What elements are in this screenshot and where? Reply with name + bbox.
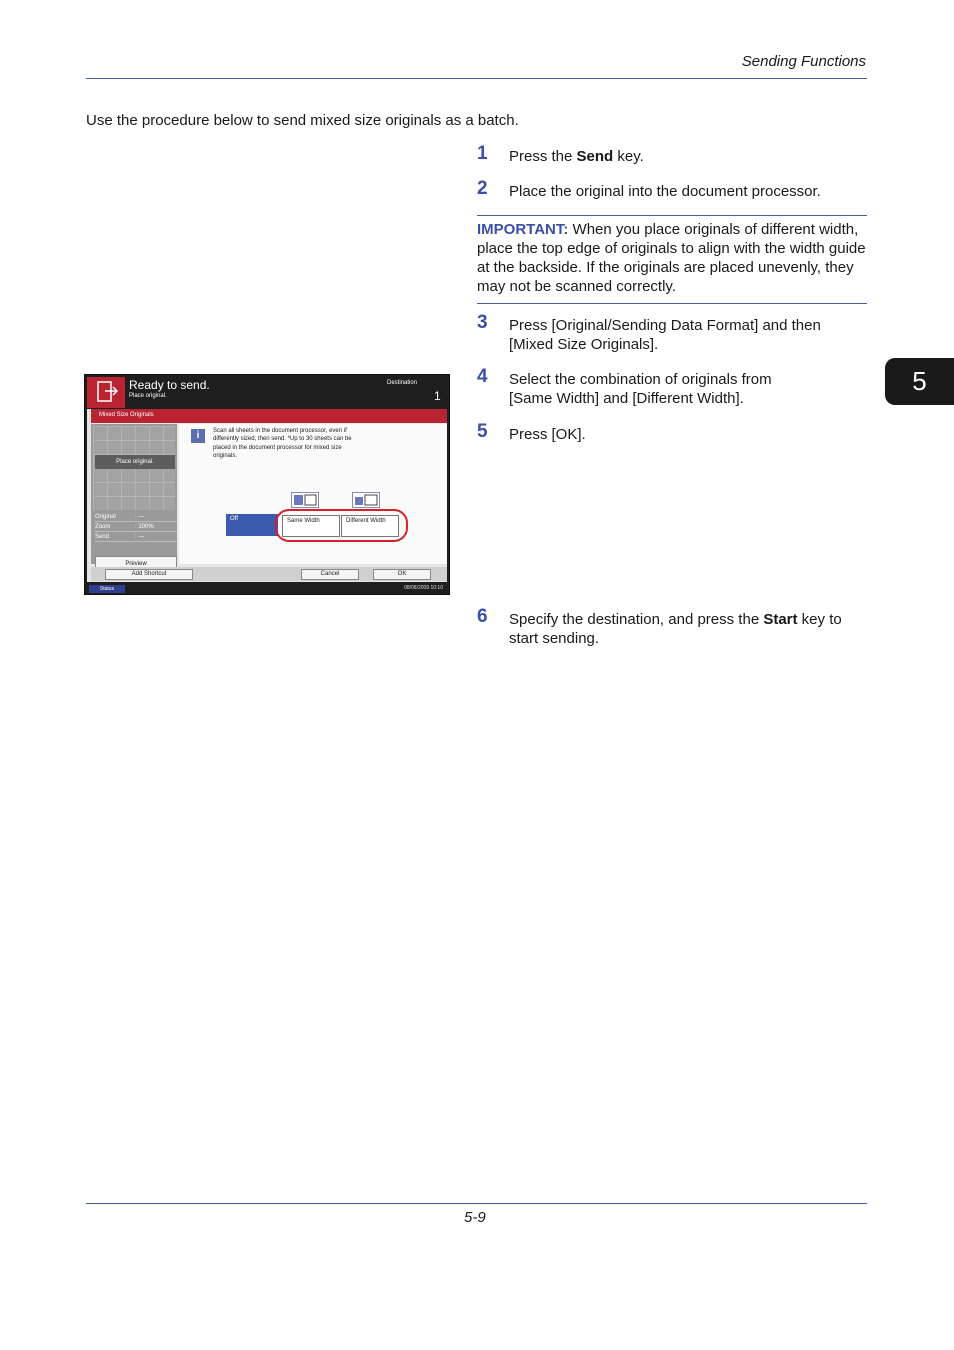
screen-status-bar (85, 375, 449, 408)
destination-label: Destination (387, 380, 418, 386)
place-original-label: Place original. (95, 455, 175, 469)
option-description: Scan all sheets in the document processor, even if differently sized, then send. *Up to 30 sheets can be placed in the document processor for mixed size originals. (213, 428, 352, 460)
add-shortcut-button[interactable]: Add Shortcut (105, 569, 193, 580)
screen-button-bar (91, 567, 447, 581)
step-number: 4 (477, 366, 488, 387)
page-number: 5-9 (464, 1209, 486, 1226)
destination-count: 1 (434, 389, 441, 403)
original-preview-panel (91, 424, 177, 567)
send-icon (87, 377, 125, 408)
screen-body (87, 409, 447, 582)
running-header: Sending Functions (741, 53, 866, 70)
same-width-icon (291, 492, 319, 508)
step-text: Press the Send key. (509, 148, 644, 165)
summary-row: Send : --- (95, 532, 177, 542)
step-number: 5 (477, 421, 488, 442)
step-number: 3 (477, 312, 488, 333)
important-top-rule (477, 215, 867, 216)
chapter-tab: 5 (885, 358, 954, 405)
step-number: 6 (477, 606, 488, 627)
panel-title: Mixed Size Originals (91, 409, 447, 423)
step-number: 1 (477, 143, 488, 164)
preview-button[interactable]: Preview (95, 556, 177, 573)
step-text: Press [Original/Sending Data Format] and then [Mixed Size Originals]. (509, 317, 821, 353)
step-text: Press [OK]. (509, 426, 586, 443)
summary-row: Original : --- (95, 512, 177, 522)
settings-summary (95, 512, 177, 542)
important-text: When you place originals of different width, place the top edge of originals to align with the width guide at the backside. If the originals are placed unevenly, they may not be scanned correctly. (477, 221, 866, 295)
cancel-button[interactable]: Cancel (301, 569, 359, 580)
step-text: Select the combination of originals from [Same Width] and [Different Width]. (509, 371, 772, 407)
off-option-button[interactable]: Off (226, 514, 278, 536)
ready-status: Ready to send. (129, 378, 210, 392)
datetime: 08/08/2009 10:10 (404, 585, 443, 591)
option-content (179, 424, 447, 564)
step-number: 2 (477, 178, 488, 199)
screen-footer (87, 584, 447, 594)
important-bottom-rule (477, 303, 867, 304)
important-label: IMPORTANT: (477, 221, 569, 238)
different-width-button[interactable]: Different Width (341, 515, 399, 537)
different-width-icon (352, 492, 380, 508)
ok-button[interactable]: OK (373, 569, 431, 580)
footer-rule (86, 1203, 867, 1204)
status-button[interactable]: Status (89, 585, 125, 593)
important-note (477, 220, 867, 296)
step-text: Place the original into the document processor. (509, 183, 821, 200)
same-width-button[interactable]: Same Width (282, 515, 340, 537)
highlight-circle (275, 509, 408, 542)
step-text: Specify the destination, and press the Start key to start sending. (509, 611, 842, 647)
header-rule (86, 78, 867, 79)
intro-text: Use the procedure below to send mixed size originals as a batch. (86, 112, 519, 129)
status-subtext: Place original. (129, 393, 167, 399)
touch-panel-screenshot (84, 374, 450, 595)
info-icon: i (191, 429, 205, 443)
summary-row: Zoom : 100% (95, 522, 177, 532)
